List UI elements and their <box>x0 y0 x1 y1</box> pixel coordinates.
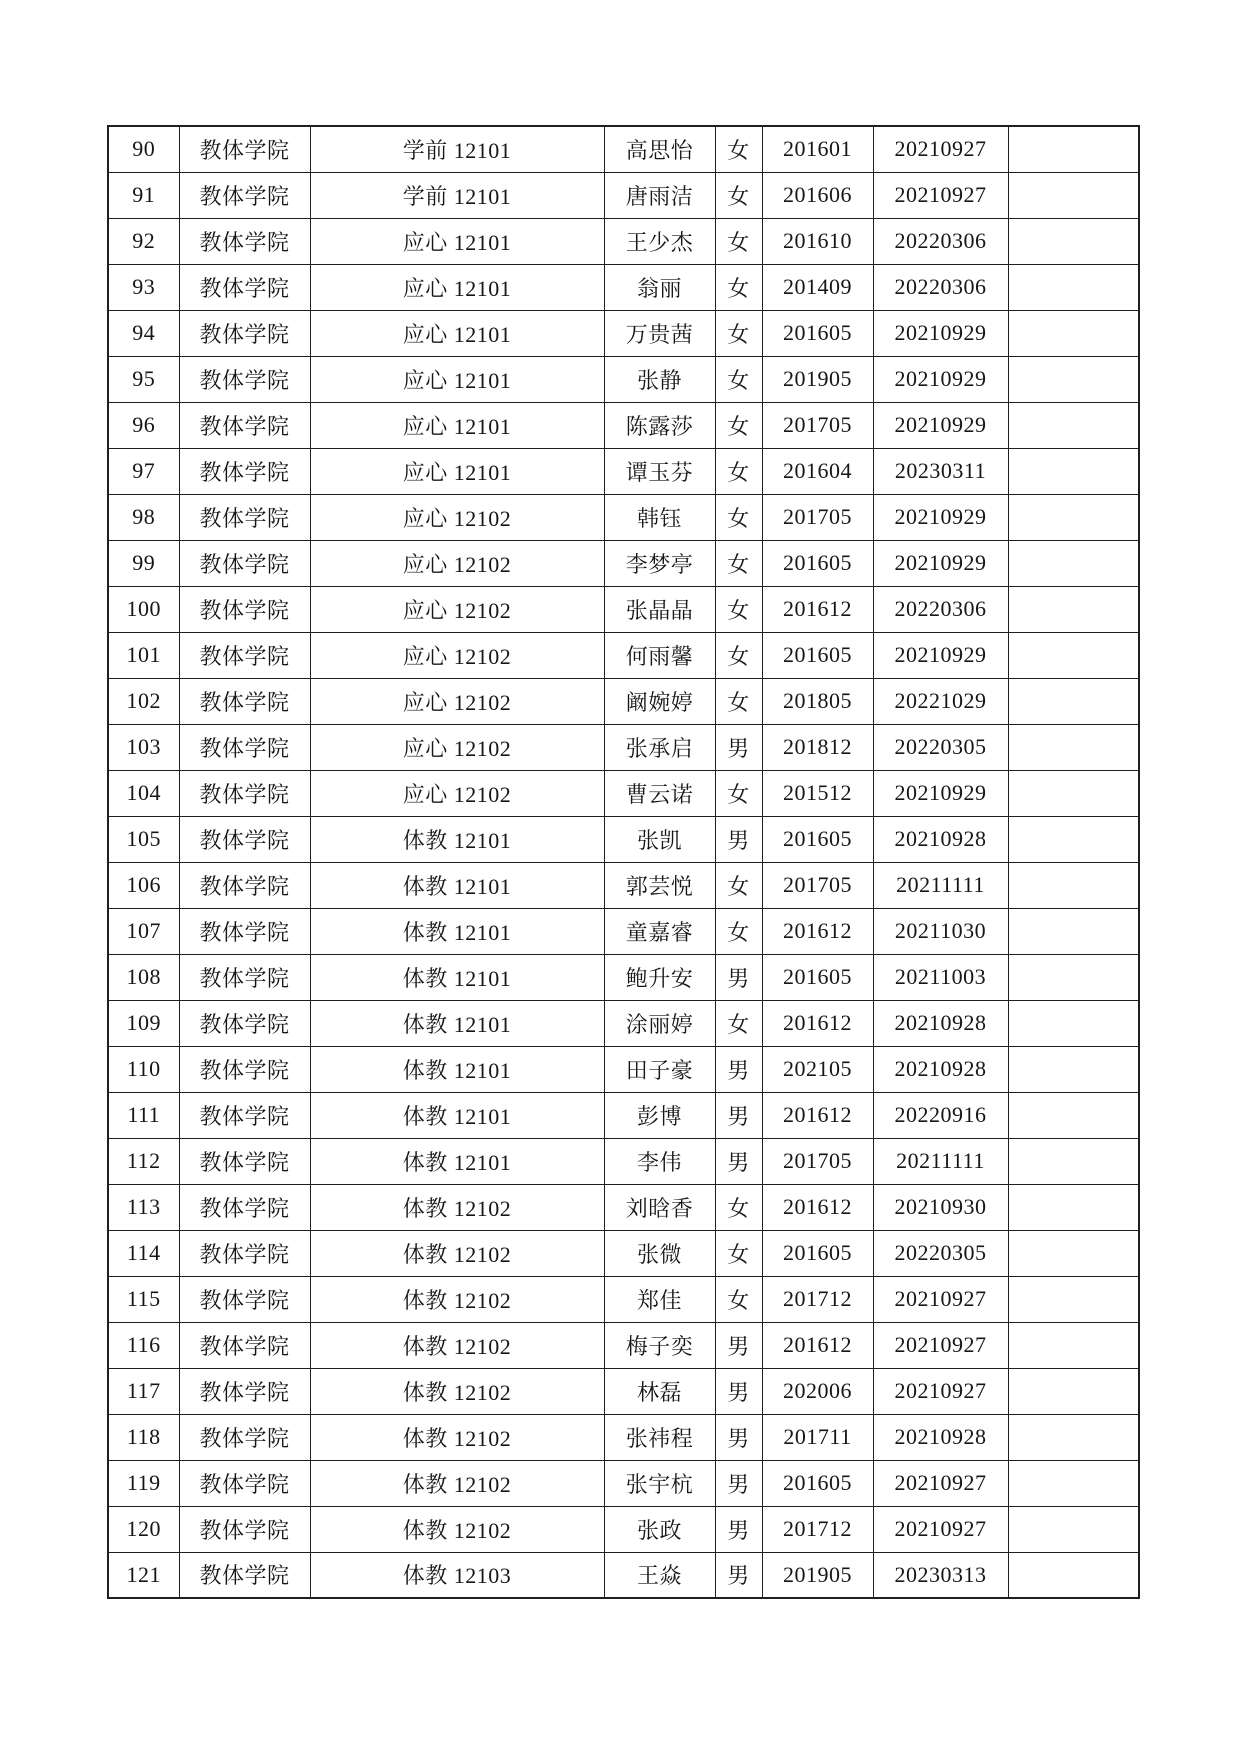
cell-class: 体教 12101 <box>310 1046 604 1092</box>
cell-college: 教体学院 <box>179 1506 310 1552</box>
cell-college: 教体学院 <box>179 1092 310 1138</box>
cell-class: 体教 12102 <box>310 1414 604 1460</box>
cell-row-index: 102 <box>108 678 179 724</box>
table-row <box>108 954 1139 1000</box>
cell-blank <box>1008 356 1139 402</box>
cell-code: 201605 <box>762 310 873 356</box>
cell-code: 201512 <box>762 770 873 816</box>
cell-row-index: 97 <box>108 448 179 494</box>
student-roster-table-body <box>108 126 1139 1598</box>
cell-date: 20220306 <box>873 264 1008 310</box>
table-row <box>108 1184 1139 1230</box>
cell-class: 体教 12102 <box>310 1506 604 1552</box>
cell-college: 教体学院 <box>179 1184 310 1230</box>
cell-code: 201905 <box>762 1552 873 1598</box>
cell-student-name: 张晶晶 <box>604 586 715 632</box>
cell-blank <box>1008 1184 1139 1230</box>
cell-date: 20210928 <box>873 1414 1008 1460</box>
cell-college: 教体学院 <box>179 632 310 678</box>
cell-class: 学前 12101 <box>310 172 604 218</box>
cell-code: 201409 <box>762 264 873 310</box>
cell-student-name: 阚婉婷 <box>604 678 715 724</box>
cell-class: 体教 12102 <box>310 1230 604 1276</box>
cell-college: 教体学院 <box>179 126 310 172</box>
cell-date: 20210928 <box>873 816 1008 862</box>
table-row <box>108 356 1139 402</box>
cell-blank <box>1008 586 1139 632</box>
cell-student-name: 李梦亭 <box>604 540 715 586</box>
cell-student-name: 王少杰 <box>604 218 715 264</box>
cell-gender: 女 <box>715 172 762 218</box>
cell-college: 教体学院 <box>179 1230 310 1276</box>
cell-row-index: 118 <box>108 1414 179 1460</box>
cell-class: 应心 12101 <box>310 310 604 356</box>
table-row <box>108 1046 1139 1092</box>
cell-college: 教体学院 <box>179 954 310 1000</box>
cell-code: 201905 <box>762 356 873 402</box>
cell-student-name: 王焱 <box>604 1552 715 1598</box>
cell-gender: 女 <box>715 218 762 264</box>
cell-gender: 男 <box>715 1092 762 1138</box>
cell-class: 体教 12101 <box>310 908 604 954</box>
cell-class: 体教 12101 <box>310 1138 604 1184</box>
cell-blank <box>1008 1506 1139 1552</box>
cell-row-index: 114 <box>108 1230 179 1276</box>
cell-code: 202105 <box>762 1046 873 1092</box>
cell-code: 201605 <box>762 954 873 1000</box>
cell-code: 201610 <box>762 218 873 264</box>
cell-code: 201812 <box>762 724 873 770</box>
cell-class: 体教 12101 <box>310 954 604 1000</box>
table-row <box>108 1460 1139 1506</box>
cell-student-name: 张静 <box>604 356 715 402</box>
cell-code: 201805 <box>762 678 873 724</box>
table-row <box>108 770 1139 816</box>
cell-code: 201612 <box>762 1092 873 1138</box>
cell-student-name: 唐雨洁 <box>604 172 715 218</box>
cell-row-index: 91 <box>108 172 179 218</box>
cell-class: 应心 12101 <box>310 448 604 494</box>
cell-gender: 女 <box>715 1184 762 1230</box>
cell-college: 教体学院 <box>179 356 310 402</box>
cell-blank <box>1008 1276 1139 1322</box>
table-row <box>108 540 1139 586</box>
cell-row-index: 115 <box>108 1276 179 1322</box>
table-row <box>108 862 1139 908</box>
cell-class: 应心 12101 <box>310 356 604 402</box>
cell-student-name: 刘晗香 <box>604 1184 715 1230</box>
cell-blank <box>1008 172 1139 218</box>
cell-student-name: 陈露莎 <box>604 402 715 448</box>
cell-student-name: 张祎程 <box>604 1414 715 1460</box>
cell-code: 201601 <box>762 126 873 172</box>
cell-class: 应心 12102 <box>310 632 604 678</box>
cell-student-name: 曹云诺 <box>604 770 715 816</box>
table-row <box>108 1138 1139 1184</box>
cell-student-name: 郭芸悦 <box>604 862 715 908</box>
cell-date: 20210929 <box>873 540 1008 586</box>
cell-code: 201612 <box>762 586 873 632</box>
cell-class: 应心 12102 <box>310 770 604 816</box>
cell-row-index: 108 <box>108 954 179 1000</box>
cell-date: 20220305 <box>873 724 1008 770</box>
cell-date: 20221029 <box>873 678 1008 724</box>
cell-row-index: 103 <box>108 724 179 770</box>
cell-college: 教体学院 <box>179 862 310 908</box>
cell-code: 201705 <box>762 862 873 908</box>
cell-class: 应心 12101 <box>310 402 604 448</box>
cell-code: 201612 <box>762 1322 873 1368</box>
cell-class: 应心 12102 <box>310 678 604 724</box>
cell-blank <box>1008 310 1139 356</box>
cell-gender: 男 <box>715 1552 762 1598</box>
cell-code: 201712 <box>762 1506 873 1552</box>
cell-blank <box>1008 402 1139 448</box>
cell-student-name: 涂丽婷 <box>604 1000 715 1046</box>
cell-blank <box>1008 540 1139 586</box>
table-row <box>108 310 1139 356</box>
cell-class: 应心 12102 <box>310 724 604 770</box>
cell-gender: 男 <box>715 1414 762 1460</box>
cell-class: 体教 12102 <box>310 1322 604 1368</box>
cell-row-index: 112 <box>108 1138 179 1184</box>
cell-row-index: 90 <box>108 126 179 172</box>
cell-college: 教体学院 <box>179 816 310 862</box>
cell-gender: 女 <box>715 356 762 402</box>
cell-blank <box>1008 1092 1139 1138</box>
cell-date: 20220305 <box>873 1230 1008 1276</box>
cell-date: 20210927 <box>873 1322 1008 1368</box>
table-row <box>108 1276 1139 1322</box>
cell-gender: 女 <box>715 862 762 908</box>
cell-blank <box>1008 1460 1139 1506</box>
cell-college: 教体学院 <box>179 172 310 218</box>
cell-row-index: 119 <box>108 1460 179 1506</box>
cell-date: 20210927 <box>873 1460 1008 1506</box>
cell-code: 201605 <box>762 1460 873 1506</box>
cell-code: 201604 <box>762 448 873 494</box>
cell-date: 20230311 <box>873 448 1008 494</box>
cell-class: 应心 12101 <box>310 264 604 310</box>
cell-code: 201605 <box>762 816 873 862</box>
cell-date: 20210927 <box>873 172 1008 218</box>
cell-gender: 男 <box>715 1046 762 1092</box>
cell-gender: 女 <box>715 264 762 310</box>
cell-class: 体教 12101 <box>310 816 604 862</box>
cell-row-index: 98 <box>108 494 179 540</box>
cell-code: 201705 <box>762 494 873 540</box>
cell-date: 20210929 <box>873 356 1008 402</box>
cell-student-name: 郑佳 <box>604 1276 715 1322</box>
cell-date: 20210929 <box>873 310 1008 356</box>
cell-class: 体教 12101 <box>310 1000 604 1046</box>
cell-gender: 女 <box>715 632 762 678</box>
cell-class: 体教 12103 <box>310 1552 604 1598</box>
table-row <box>108 1000 1139 1046</box>
cell-student-name: 韩钰 <box>604 494 715 540</box>
cell-college: 教体学院 <box>179 724 310 770</box>
cell-blank <box>1008 218 1139 264</box>
cell-blank <box>1008 770 1139 816</box>
cell-student-name: 翁丽 <box>604 264 715 310</box>
cell-student-name: 彭博 <box>604 1092 715 1138</box>
cell-blank <box>1008 816 1139 862</box>
cell-gender: 女 <box>715 1230 762 1276</box>
cell-row-index: 111 <box>108 1092 179 1138</box>
table-row <box>108 218 1139 264</box>
cell-class: 体教 12101 <box>310 862 604 908</box>
cell-class: 应心 12102 <box>310 540 604 586</box>
cell-college: 教体学院 <box>179 1552 310 1598</box>
cell-college: 教体学院 <box>179 1000 310 1046</box>
cell-date: 20230313 <box>873 1552 1008 1598</box>
table-row <box>108 908 1139 954</box>
cell-row-index: 117 <box>108 1368 179 1414</box>
cell-date: 20210929 <box>873 402 1008 448</box>
cell-college: 教体学院 <box>179 678 310 724</box>
cell-college: 教体学院 <box>179 494 310 540</box>
cell-student-name: 张政 <box>604 1506 715 1552</box>
cell-blank <box>1008 126 1139 172</box>
cell-class: 体教 12102 <box>310 1276 604 1322</box>
cell-blank <box>1008 1552 1139 1598</box>
cell-gender: 女 <box>715 310 762 356</box>
cell-college: 教体学院 <box>179 1138 310 1184</box>
cell-date: 20210929 <box>873 494 1008 540</box>
cell-college: 教体学院 <box>179 310 310 356</box>
cell-date: 20211030 <box>873 908 1008 954</box>
cell-blank <box>1008 724 1139 770</box>
cell-class: 体教 12101 <box>310 1092 604 1138</box>
cell-row-index: 110 <box>108 1046 179 1092</box>
cell-gender: 女 <box>715 1000 762 1046</box>
cell-code: 201605 <box>762 632 873 678</box>
cell-gender: 男 <box>715 724 762 770</box>
cell-row-index: 113 <box>108 1184 179 1230</box>
cell-row-index: 99 <box>108 540 179 586</box>
cell-college: 教体学院 <box>179 402 310 448</box>
table-row <box>108 1552 1139 1598</box>
cell-blank <box>1008 1322 1139 1368</box>
cell-date: 20211111 <box>873 1138 1008 1184</box>
cell-class: 体教 12102 <box>310 1184 604 1230</box>
cell-blank <box>1008 862 1139 908</box>
cell-blank <box>1008 448 1139 494</box>
cell-blank <box>1008 632 1139 678</box>
cell-gender: 女 <box>715 540 762 586</box>
cell-code: 201712 <box>762 1276 873 1322</box>
cell-class: 应心 12101 <box>310 218 604 264</box>
cell-college: 教体学院 <box>179 1276 310 1322</box>
cell-blank <box>1008 494 1139 540</box>
cell-gender: 女 <box>715 908 762 954</box>
cell-class: 应心 12102 <box>310 586 604 632</box>
cell-code: 202006 <box>762 1368 873 1414</box>
cell-row-index: 94 <box>108 310 179 356</box>
cell-blank <box>1008 1230 1139 1276</box>
table-row <box>108 264 1139 310</box>
cell-student-name: 张宇杭 <box>604 1460 715 1506</box>
cell-gender: 男 <box>715 1368 762 1414</box>
cell-student-name: 张凯 <box>604 816 715 862</box>
cell-row-index: 106 <box>108 862 179 908</box>
cell-code: 201605 <box>762 540 873 586</box>
cell-college: 教体学院 <box>179 1046 310 1092</box>
cell-gender: 女 <box>715 494 762 540</box>
cell-student-name: 高思怡 <box>604 126 715 172</box>
cell-date: 20211003 <box>873 954 1008 1000</box>
cell-class: 体教 12102 <box>310 1368 604 1414</box>
cell-blank <box>1008 1046 1139 1092</box>
cell-student-name: 鲍升安 <box>604 954 715 1000</box>
table-row <box>108 1092 1139 1138</box>
cell-date: 20210928 <box>873 1046 1008 1092</box>
cell-blank <box>1008 908 1139 954</box>
cell-gender: 男 <box>715 1460 762 1506</box>
cell-code: 201606 <box>762 172 873 218</box>
cell-code: 201605 <box>762 1230 873 1276</box>
cell-blank <box>1008 1000 1139 1046</box>
table-row <box>108 816 1139 862</box>
cell-student-name: 张微 <box>604 1230 715 1276</box>
cell-row-index: 116 <box>108 1322 179 1368</box>
cell-row-index: 104 <box>108 770 179 816</box>
cell-date: 20220306 <box>873 218 1008 264</box>
table-row <box>108 724 1139 770</box>
cell-date: 20211111 <box>873 862 1008 908</box>
cell-date: 20220306 <box>873 586 1008 632</box>
cell-gender: 男 <box>715 816 762 862</box>
cell-college: 教体学院 <box>179 1368 310 1414</box>
cell-code: 201612 <box>762 1000 873 1046</box>
cell-row-index: 121 <box>108 1552 179 1598</box>
cell-college: 教体学院 <box>179 218 310 264</box>
cell-college: 教体学院 <box>179 770 310 816</box>
cell-date: 20210928 <box>873 1000 1008 1046</box>
cell-row-index: 105 <box>108 816 179 862</box>
cell-gender: 男 <box>715 1322 762 1368</box>
table-row <box>108 402 1139 448</box>
cell-date: 20210927 <box>873 1276 1008 1322</box>
cell-gender: 男 <box>715 954 762 1000</box>
cell-code: 201612 <box>762 1184 873 1230</box>
cell-date: 20210927 <box>873 1368 1008 1414</box>
table-row <box>108 678 1139 724</box>
cell-row-index: 100 <box>108 586 179 632</box>
cell-college: 教体学院 <box>179 908 310 954</box>
cell-student-name: 何雨馨 <box>604 632 715 678</box>
table-row <box>108 1322 1139 1368</box>
cell-row-index: 101 <box>108 632 179 678</box>
cell-row-index: 107 <box>108 908 179 954</box>
cell-college: 教体学院 <box>179 264 310 310</box>
cell-student-name: 林磊 <box>604 1368 715 1414</box>
cell-code: 201705 <box>762 1138 873 1184</box>
cell-college: 教体学院 <box>179 1460 310 1506</box>
cell-student-name: 童嘉睿 <box>604 908 715 954</box>
cell-row-index: 93 <box>108 264 179 310</box>
cell-college: 教体学院 <box>179 540 310 586</box>
cell-gender: 女 <box>715 448 762 494</box>
cell-date: 20210927 <box>873 126 1008 172</box>
cell-gender: 男 <box>715 1506 762 1552</box>
cell-row-index: 92 <box>108 218 179 264</box>
cell-date: 20210929 <box>873 632 1008 678</box>
cell-class: 学前 12101 <box>310 126 604 172</box>
table-row <box>108 448 1139 494</box>
cell-date: 20210930 <box>873 1184 1008 1230</box>
cell-row-index: 120 <box>108 1506 179 1552</box>
cell-college: 教体学院 <box>179 1322 310 1368</box>
cell-gender: 女 <box>715 770 762 816</box>
cell-blank <box>1008 1414 1139 1460</box>
cell-gender: 女 <box>715 402 762 448</box>
table-row <box>108 1368 1139 1414</box>
cell-college: 教体学院 <box>179 448 310 494</box>
cell-class: 应心 12102 <box>310 494 604 540</box>
table-row <box>108 494 1139 540</box>
student-roster-table <box>107 125 1140 1599</box>
cell-college: 教体学院 <box>179 1414 310 1460</box>
cell-row-index: 109 <box>108 1000 179 1046</box>
cell-student-name: 李伟 <box>604 1138 715 1184</box>
cell-gender: 男 <box>715 1138 762 1184</box>
cell-student-name: 梅子奕 <box>604 1322 715 1368</box>
cell-blank <box>1008 954 1139 1000</box>
table-row <box>108 126 1139 172</box>
cell-student-name: 万贵茜 <box>604 310 715 356</box>
cell-code: 201711 <box>762 1414 873 1460</box>
cell-row-index: 95 <box>108 356 179 402</box>
cell-code: 201705 <box>762 402 873 448</box>
table-row <box>108 1230 1139 1276</box>
cell-blank <box>1008 1368 1139 1414</box>
cell-gender: 女 <box>715 126 762 172</box>
table-row <box>108 172 1139 218</box>
cell-student-name: 谭玉芬 <box>604 448 715 494</box>
cell-gender: 女 <box>715 586 762 632</box>
cell-date: 20210927 <box>873 1506 1008 1552</box>
cell-date: 20210929 <box>873 770 1008 816</box>
cell-blank <box>1008 264 1139 310</box>
cell-class: 体教 12102 <box>310 1460 604 1506</box>
cell-gender: 女 <box>715 1276 762 1322</box>
table-row <box>108 632 1139 678</box>
table-row <box>108 1506 1139 1552</box>
table-row <box>108 586 1139 632</box>
cell-gender: 女 <box>715 678 762 724</box>
cell-row-index: 96 <box>108 402 179 448</box>
cell-date: 20220916 <box>873 1092 1008 1138</box>
cell-blank <box>1008 1138 1139 1184</box>
cell-code: 201612 <box>762 908 873 954</box>
cell-student-name: 张承启 <box>604 724 715 770</box>
table-row <box>108 1414 1139 1460</box>
cell-college: 教体学院 <box>179 586 310 632</box>
cell-student-name: 田子豪 <box>604 1046 715 1092</box>
cell-blank <box>1008 678 1139 724</box>
